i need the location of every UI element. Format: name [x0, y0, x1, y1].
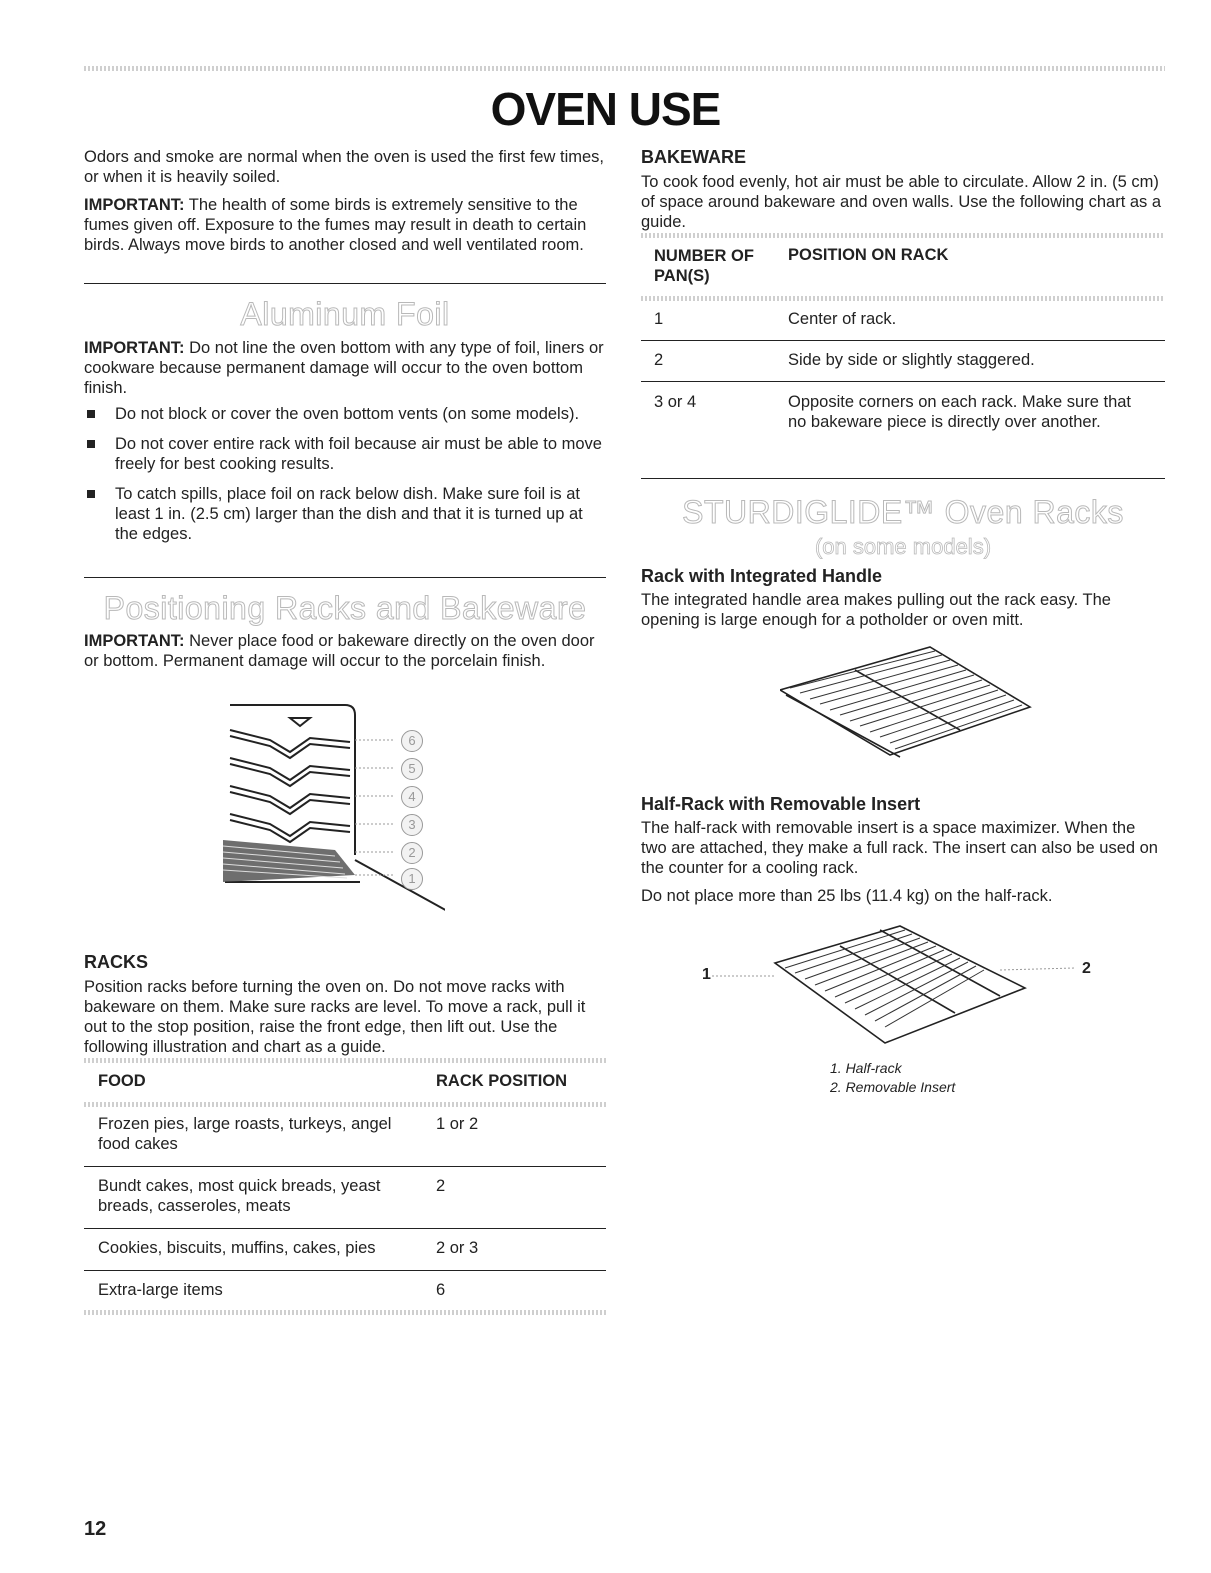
integrated-handle-text: The integrated handle area makes pulling out the rack easy. The opening is large enough for a potholder or oven mitt.	[641, 591, 1111, 629]
table-row-position: 1 or 2	[436, 1115, 479, 1133]
caption-removable-insert: 2. Removable Insert	[830, 1079, 956, 1095]
table-row-pans: 1	[654, 310, 664, 328]
rack-number-6: 6	[401, 730, 423, 752]
table-top-divider	[641, 233, 1165, 238]
positioning-heading: Positioning Racks and Bakeware	[103, 590, 587, 626]
top-divider	[84, 66, 1165, 71]
bullet-text: To catch spills, place foil on rack below dish. Make sure foil is at least 1 in. (2.5 cm) larger than the dish and that it is turned up at the edges.	[115, 485, 583, 543]
table-row-pans: 2	[654, 351, 664, 369]
callout-2: 2	[1082, 960, 1091, 977]
table-row-position: 2 or 3	[436, 1239, 479, 1257]
sturdiglide-heading: STURDIGLIDE™ Oven Racks	[682, 494, 1124, 530]
positioning-section	[84, 631, 606, 671]
rack-number-3: 3	[401, 814, 423, 836]
callout-1: 1	[702, 966, 711, 983]
page-title: OVEN USE	[490, 83, 721, 135]
positioning-important	[84, 631, 606, 671]
foil-important	[84, 338, 606, 398]
half-rack-limit: Do not place more than 25 lbs (11.4 kg) on the half-rack.	[641, 887, 1053, 905]
table-bottom-divider	[84, 1310, 606, 1315]
table-row-pans: 3 or 4	[654, 393, 697, 411]
foil-bullet-list	[84, 404, 606, 544]
important-label: IMPORTANT:	[84, 339, 185, 357]
racks-text: Position racks before turning the oven on. Do not move racks with bakeware on them. Make sure racks are level. To move a rack, pull it out to the stop position, raise the front edge, then lift out. Use the following illustration and chart as a guide.	[84, 978, 586, 1056]
half-rack-heading: Half-Rack with Removable Insert	[641, 794, 921, 814]
table-row-position: 2	[436, 1177, 446, 1195]
caption-half-rack: 1. Half-rack	[830, 1060, 902, 1076]
table-header-pans: NUMBER OF PAN(S)	[654, 247, 754, 285]
rack-lines	[230, 730, 350, 842]
half-rack-illustration	[700, 918, 1091, 1053]
racks-section	[84, 952, 606, 1057]
important-text: Do not line the oven bottom with any type of foil, liners or cookware because permanent damage will occur to the oven bottom finish.	[84, 339, 604, 397]
oven-rack-illustration	[215, 700, 445, 925]
table-row-position: Opposite corners on each rack. Make sure that no bakeware piece is directly over another.	[788, 393, 1132, 431]
table-header-food: FOOD	[98, 1072, 146, 1090]
list-item	[84, 404, 606, 424]
list-item	[84, 434, 606, 474]
divider	[641, 340, 1165, 341]
rack-number-2: 2	[401, 842, 423, 864]
intro-important	[84, 195, 606, 255]
bullet-text: Do not cover entire rack with foil because air must be able to move freely for best cooking results.	[115, 435, 602, 473]
rack-number-4: 4	[401, 786, 423, 808]
wire-rack-icon	[780, 645, 1040, 765]
rack-number-1: 1	[401, 868, 423, 890]
table-header-divider	[84, 1102, 606, 1107]
table-row-food: Extra-large items	[98, 1281, 223, 1299]
bakeware-heading: BAKEWARE	[641, 147, 747, 167]
intro-paragraph: Odors and smoke are normal when the oven is used the first few times, or when it is heavily soiled.	[84, 148, 604, 186]
table-row-position: Center of rack.	[788, 310, 897, 328]
divider	[84, 1228, 606, 1229]
integrated-handle-heading: Rack with Integrated Handle	[641, 566, 883, 586]
table-header-position: POSITION ON RACK	[788, 246, 949, 264]
table-row-position: Side by side or slightly staggered.	[788, 351, 1035, 369]
integrated-rack-illustration	[780, 645, 1040, 765]
bullet-text: Do not block or cover the oven bottom vents (on some models).	[115, 405, 580, 423]
half-rack-text: The half-rack with removable insert is a space maximizer. When the two are attached, they make a full rack. The insert can also be used on the counter for a cooling rack.	[641, 819, 1158, 877]
sturdiglide-subheading: (on some models)	[814, 534, 992, 559]
integrated-handle-section	[641, 566, 1165, 630]
table-header-divider	[641, 296, 1165, 301]
important-label: IMPORTANT:	[84, 196, 185, 214]
table-row-position: 6	[436, 1281, 446, 1299]
important-label: IMPORTANT:	[84, 632, 185, 650]
half-rack-icon	[700, 918, 1080, 1053]
divider	[84, 283, 606, 284]
racks-heading: RACKS	[84, 952, 149, 972]
rack-number-5: 5	[401, 758, 423, 780]
bullet-icon	[87, 410, 95, 418]
table-row-food: Frozen pies, large roasts, turkeys, angel food cakes	[98, 1115, 392, 1153]
divider	[641, 478, 1165, 479]
table-header-rack-position: RACK POSITION	[436, 1072, 568, 1090]
divider	[84, 1270, 606, 1271]
aluminum-foil-heading: Aluminum Foil	[240, 296, 450, 332]
divider	[641, 381, 1165, 382]
bakeware-section	[641, 147, 1165, 232]
bullet-icon	[87, 440, 95, 448]
list-item	[84, 484, 606, 544]
table-top-divider	[84, 1058, 606, 1063]
bullet-icon	[87, 490, 95, 498]
divider	[84, 577, 606, 578]
important-text: The health of some birds is extremely sensitive to the fumes given off. Exposure to the fumes may result in death to certain birds. Always move birds to another closed and well ventilated room.	[84, 196, 587, 254]
aluminum-foil-section	[84, 338, 606, 554]
table-row-food: Bundt cakes, most quick breads, yeast breads, casseroles, meats	[98, 1177, 381, 1215]
page-number: 12	[84, 1518, 107, 1540]
bakeware-text: To cook food evenly, hot air must be able to circulate. Allow 2 in. (5 cm) of space around bakeware and oven walls. Use the following chart as a guide.	[641, 173, 1162, 231]
half-rack-section	[641, 794, 1165, 906]
intro-section	[84, 147, 606, 255]
divider	[84, 1166, 606, 1167]
table-row-food: Cookies, biscuits, muffins, cakes, pies	[98, 1239, 376, 1257]
important-text: Never place food or bakeware directly on the oven door or bottom. Permanent damage will occur to the porcelain finish.	[84, 632, 595, 670]
